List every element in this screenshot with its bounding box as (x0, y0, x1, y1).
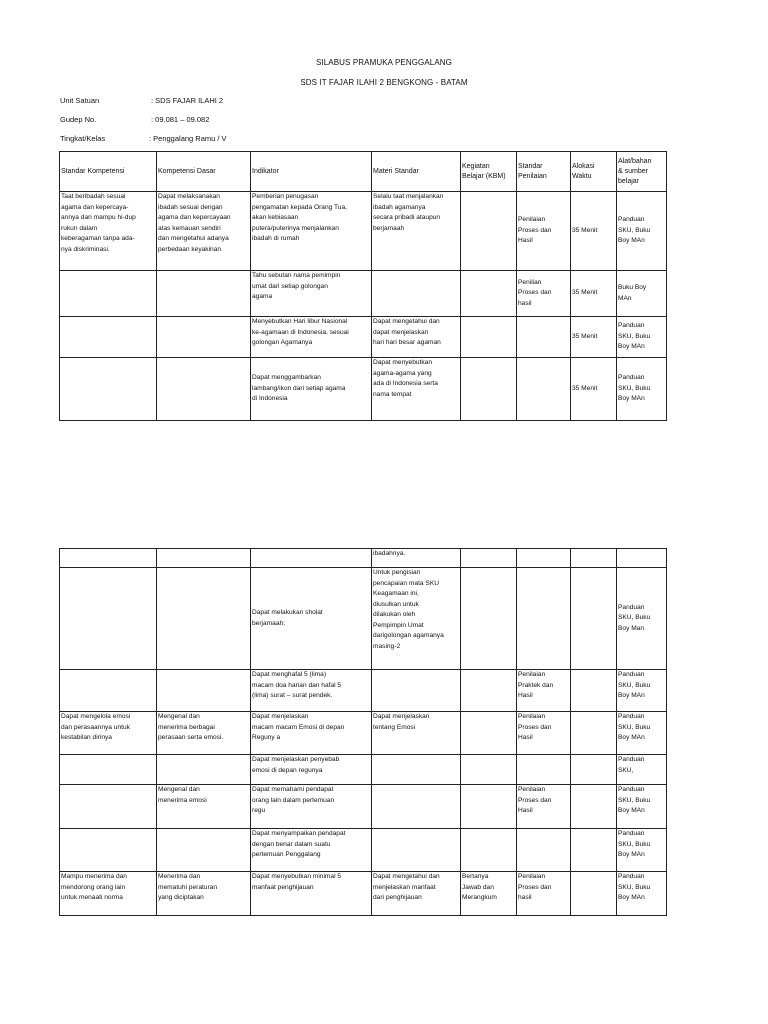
table-cell: Mampu menerima dan mendorong orang lain untuk menaati norma (60, 872, 157, 916)
table-cell: Dapat menggambarkan lambang/ikon dari setiap agama di Indonesia (251, 358, 372, 421)
table-cell (571, 568, 617, 670)
table-cell (571, 670, 617, 712)
table-cell (60, 317, 157, 358)
table-cell (571, 549, 617, 568)
table-cell: Dapat menyebutkan agama-agama yang ada di Indonesia serta nama tempat (372, 358, 461, 421)
table-cell: 35 Menit (571, 192, 617, 271)
info-value: : SDS FAJAR ILAHI 2 (151, 96, 224, 105)
table-cell (517, 755, 571, 785)
table-cell: Panduan SKU, Buku Boy MAn (617, 712, 667, 755)
header-cell: Standar Penilaian (517, 152, 571, 192)
page-subtitle: SDS IT FAJAR ILAHI 2 BENGKONG - BATAM (300, 78, 468, 87)
table-cell (157, 568, 251, 670)
table-cell (461, 358, 517, 421)
table-cell: Dapat menjelaskan tentang Emosi (372, 712, 461, 755)
table-header-row (60, 152, 667, 192)
table-cell: Panduan SKU, Buku Boy MAn (617, 872, 667, 916)
table-cell: Penilian Proses dan hasil (517, 271, 571, 317)
table-cell (571, 755, 617, 785)
table-cell: Panduan SKU, (617, 755, 667, 785)
table-cell: Dapat menyebutkan minimal 5 manfaat penghijauan (251, 872, 372, 916)
header-cell: Kompetensi Dasar (157, 152, 251, 192)
header-cell: Standar Kompetensi (60, 152, 157, 192)
table-row (60, 358, 667, 421)
table-cell: 35 Menit (571, 271, 617, 317)
table-cell (517, 829, 571, 872)
table-cell: Panduan SKU, Buku Boy MAn (617, 358, 667, 421)
table-row (60, 271, 667, 317)
table-cell: Menyebutkan Hari libur Nasional ke-agamaan di Indonesia, sesuai golongan Agamanya (251, 317, 372, 358)
header-cell: Alat/bahan & sumber belajar (617, 152, 667, 192)
table-cell: Panduan SKU, Buku Boy MAn (617, 785, 667, 829)
table-cell (461, 568, 517, 670)
table-cell: Penilaian Proses dan hasil (517, 872, 571, 916)
table-row (60, 712, 667, 755)
table-row (60, 670, 667, 712)
table-cell (60, 829, 157, 872)
table-cell (461, 549, 517, 568)
table-cell: Penilaian Proses dan Hasil (517, 192, 571, 271)
table-cell (251, 549, 372, 568)
syllabus-table-2 (59, 548, 667, 916)
info-label: Tingkat/Kelas (60, 134, 106, 143)
table-cell: Dapat menjelaskan penyebab emosi di depan regunya (251, 755, 372, 785)
table-cell (461, 712, 517, 755)
table-cell: Tahu sebutan nama pemimpin umat dari setiap golongan agama (251, 271, 372, 317)
table-cell: Mengenal dan menerima berbagai perasaan serta emosi. (157, 712, 251, 755)
info-label: Gudep No. (60, 115, 97, 124)
table-cell (461, 670, 517, 712)
info-label: Unit Satuan (60, 96, 100, 105)
table-cell: Panduan SKU, Buku Boy MAn (617, 829, 667, 872)
table-cell: Dapat mengelola emosi dan perasaannya untuk kestabilan dirinya (60, 712, 157, 755)
table-cell: Penilaian Proses dan Hasil (517, 785, 571, 829)
table-cell: Mengenal dan menerima emosi (157, 785, 251, 829)
table-row (60, 755, 667, 785)
table-cell (157, 670, 251, 712)
table-cell (461, 785, 517, 829)
table-cell (60, 670, 157, 712)
table-cell: Panduan SKU, Buku Boy MAn (617, 317, 667, 358)
table-cell: Taat beribadah sesuai agama dan kepercaya- annya dan mampu hi-dup rukun dalam keberagaman tanpa ada- nya diskriminasi. (60, 192, 157, 271)
table-cell (157, 549, 251, 568)
table-cell: Menerima dan mematuhi peraturan yang diciptakan (157, 872, 251, 916)
table-cell (372, 271, 461, 317)
page-title: SILABUS PRAMUKA PENGGALANG (316, 58, 452, 67)
table-cell: Dapat menyampaikan pendapat dengan benar dalam suatu pertemuan Penggalang (251, 829, 372, 872)
table-cell (60, 755, 157, 785)
table-cell (60, 568, 157, 670)
table-cell: Dapat melaksanakan ibadah sesuai dengan agama dan kepercayaan atas kemauan sendiri dan mengetahui adanya perbedaan keyakinan (157, 192, 251, 271)
table-cell: ibadahnya. (372, 549, 461, 568)
table-cell: Panduan SKU, Buku Boy MAn (617, 670, 667, 712)
info-value: : 09.081 – 09.082 (151, 115, 210, 124)
table-cell (157, 755, 251, 785)
header-cell: Indikator (251, 152, 372, 192)
table-cell: Dapat memahami pendapat orang lain dalam pertemuan regu (251, 785, 372, 829)
table-row (60, 872, 667, 916)
table-cell: Penilaian Proses dan Hasil (517, 712, 571, 755)
table-cell: 35 Menit (571, 317, 617, 358)
table-cell: Bertanya Jawab dan Merangkum (461, 872, 517, 916)
header-cell: Kegiatan Belajar (KBM) (461, 152, 517, 192)
table-cell: Dapat mengetahui dan menjelaskan manfaat dari penghijauan (372, 872, 461, 916)
table-cell (60, 271, 157, 317)
table-cell (461, 192, 517, 271)
table-cell: Panduan SKU, Buku Boy Man (617, 568, 667, 670)
table-row (60, 568, 667, 670)
table-cell: Selalu taat menjalankan ibadah agamanya secara pribadi ataupun berjamaah (372, 192, 461, 271)
table-row (60, 829, 667, 872)
table-cell: Dapat melakukan sholat berjamaah; (251, 568, 372, 670)
table-cell (517, 549, 571, 568)
table-cell (517, 317, 571, 358)
table-cell (372, 755, 461, 785)
info-value: : Penggalang Ramu / V (149, 134, 227, 143)
table-cell: Dapat mengetahui dan dapat menjelaskan hari hari besar agaman (372, 317, 461, 358)
table-cell (157, 317, 251, 358)
table-cell: 35 Menit (571, 358, 617, 421)
table-cell (571, 785, 617, 829)
table-cell (461, 829, 517, 872)
table-cell (517, 568, 571, 670)
table-cell (60, 358, 157, 421)
table-cell (157, 829, 251, 872)
table-cell (157, 358, 251, 421)
table-cell: Untuk pengisian pencapaian mata SKU Keagamaan ini, diusulkan untuk dilakukan oleh Pempimpin Umat darigolongan agamanya masing-2 (372, 568, 461, 670)
table-cell: Dapat menjelaskan macam macam Emosi di depan Reguny a (251, 712, 372, 755)
table-cell: Pemberian penugasan pengamatan kepada Orang Tua, akan kebiasaan putera/puterinya menjalankan ibadah di rumah (251, 192, 372, 271)
table-cell (571, 872, 617, 916)
table-cell (157, 271, 251, 317)
table-cell (372, 829, 461, 872)
syllabus-table-1 (59, 151, 667, 421)
table-row (60, 549, 667, 568)
table-cell (372, 670, 461, 712)
header-cell: Materi Standar (372, 152, 461, 192)
table-row (60, 192, 667, 271)
header-cell: Alokasi Waktu (571, 152, 617, 192)
table-cell (571, 712, 617, 755)
table-cell (461, 317, 517, 358)
table-cell: Panduan SKU, Buku Boy MAn (617, 192, 667, 271)
table-cell (571, 829, 617, 872)
table-cell (461, 755, 517, 785)
table-cell (461, 271, 517, 317)
table-row (60, 317, 667, 358)
table-row (60, 785, 667, 829)
table-cell: Penilaian Praktek dan Hasil (517, 670, 571, 712)
table-cell: Dapat menghafal 5 (lima) macam doa harian dan hafal 5 (lima) surat – surat pendek. (251, 670, 372, 712)
table-cell (517, 358, 571, 421)
table-cell: Buku Boy MAn (617, 271, 667, 317)
table-cell (372, 785, 461, 829)
table-cell (60, 549, 157, 568)
table-cell (60, 785, 157, 829)
table-cell (617, 549, 667, 568)
